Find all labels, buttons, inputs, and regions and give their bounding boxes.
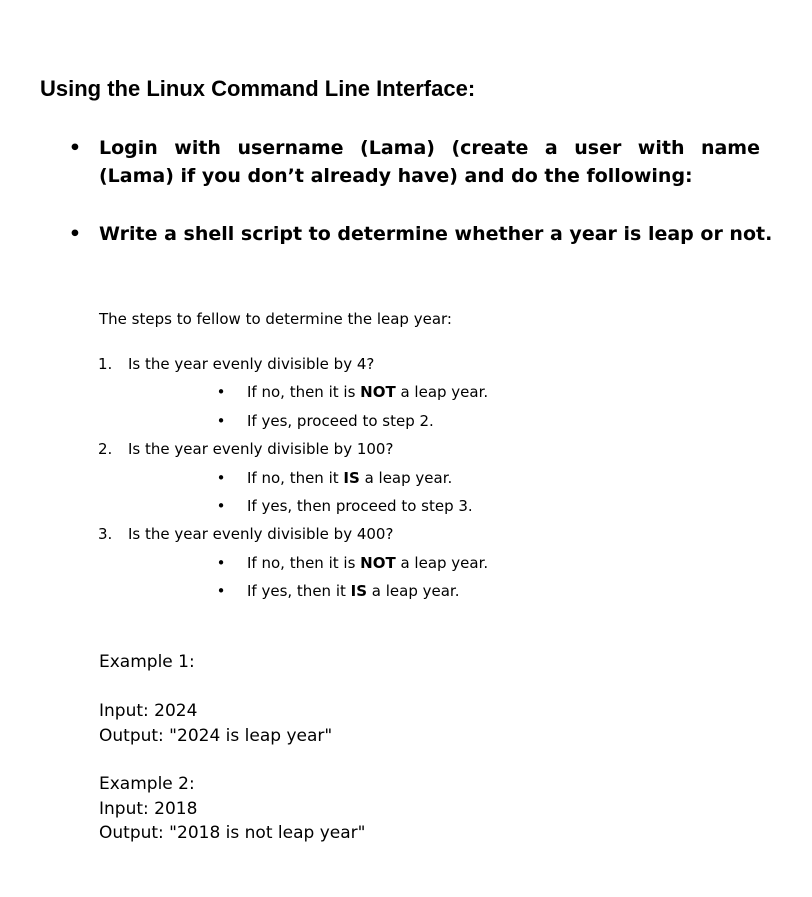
step-number: 2. bbox=[98, 440, 113, 458]
sub-step-text: If yes, then it IS a leap year. bbox=[247, 582, 460, 600]
example-title: Example 1: bbox=[99, 652, 195, 672]
step-text: Is the year evenly divisible by 100? bbox=[128, 440, 394, 458]
sub-step-text: If no, then it IS a leap year. bbox=[247, 469, 453, 487]
bullet-dot-icon: • bbox=[68, 223, 82, 245]
steps-intro: The steps to fellow to determine the leap year: bbox=[99, 310, 452, 328]
example-input: Input: 2024 bbox=[99, 701, 198, 721]
sub-step-text: If no, then it is NOT a leap year. bbox=[247, 383, 489, 401]
example-output: Output: "2024 is leap year" bbox=[99, 726, 333, 746]
sub-step-text: If yes, then proceed to step 3. bbox=[247, 497, 473, 515]
step-text: Is the year evenly divisible by 400? bbox=[128, 525, 394, 543]
sub-step-text: If no, then it is NOT a leap year. bbox=[247, 554, 489, 572]
bullet-text: Write a shell script to determine whether a year is leap or not. bbox=[99, 223, 773, 245]
bullet-item-login bbox=[68, 134, 760, 194]
step-text: Is the year evenly divisible by 4? bbox=[128, 355, 375, 373]
step-number: 3. bbox=[98, 525, 113, 543]
sub-bullet-icon: • bbox=[216, 582, 226, 600]
sub-bullet-icon: • bbox=[216, 497, 226, 515]
sub-step-text: If yes, proceed to step 2. bbox=[247, 412, 434, 430]
bullet-item-script bbox=[68, 220, 773, 250]
bullet-dot-icon: • bbox=[68, 137, 82, 159]
sub-bullet-icon: • bbox=[216, 412, 226, 430]
step-number: 1. bbox=[98, 355, 113, 373]
page-heading: Using the Linux Command Line Interface: bbox=[40, 76, 476, 101]
example-title: Example 2: bbox=[99, 774, 195, 794]
sub-bullet-icon: • bbox=[216, 383, 226, 401]
sub-bullet-icon: • bbox=[216, 554, 226, 572]
bullet-text: Login with username (Lama) (create a user with name (Lama) if you don’t already have) and do the following: bbox=[99, 137, 760, 187]
example-input: Input: 2018 bbox=[99, 799, 198, 819]
sub-bullet-icon: • bbox=[216, 469, 226, 487]
example-output: Output: "2018 is not leap year" bbox=[99, 823, 366, 843]
